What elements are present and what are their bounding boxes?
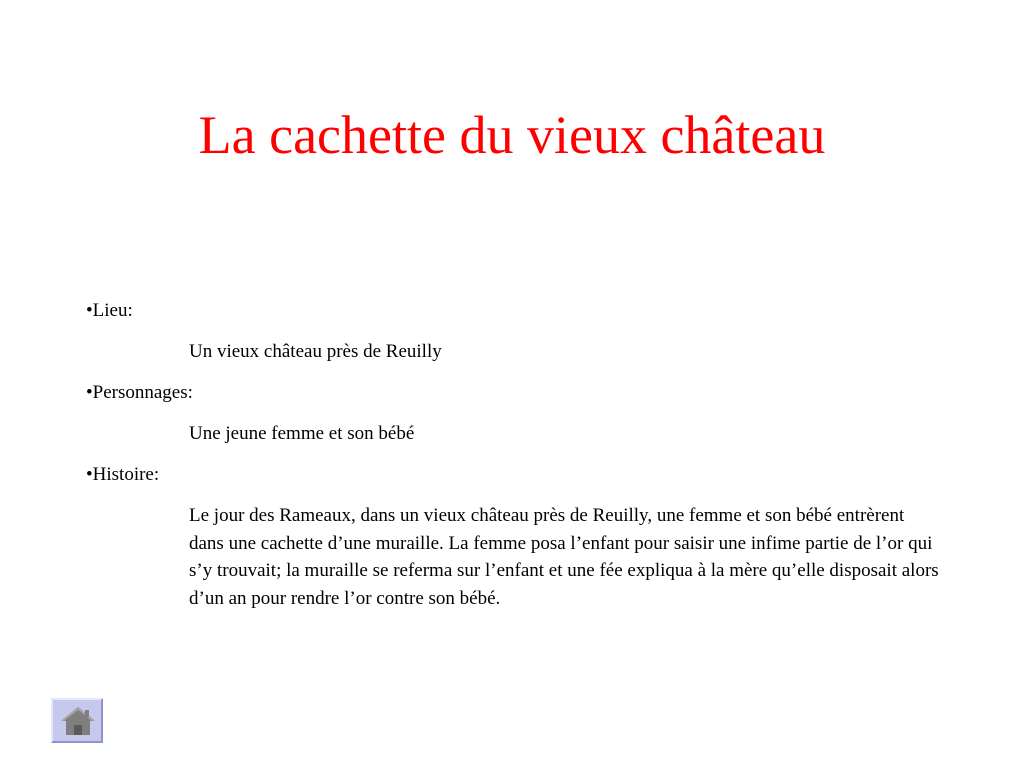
bullet-histoire: •Histoire: [86,464,160,485]
personnages-text: Une jeune femme et son bébé [189,423,415,444]
lieu-text: Un vieux château près de Reuilly [189,341,442,362]
histoire-text: Le jour des Rameaux, dans un vieux château près de Reuilly, une femme et son bébé entrèrent dans une cachette d’une muraille. La femme posa l’enfant pour saisir une infime partie de l’or qui s’y trouvait; la muraille se referma sur l’enfant et une fée expliqua à la mère qu’elle disposait alors d’un an pour rendre l’or contre son bébé. [189,505,939,609]
bullet-lieu: •Lieu: [86,300,133,321]
home-icon [59,704,97,738]
bullet-personnages: •Personnages: [86,382,193,403]
slide-title: La cachette du vieux château [198,105,826,165]
slide-content [86,298,946,612]
home-button[interactable] [51,698,103,743]
